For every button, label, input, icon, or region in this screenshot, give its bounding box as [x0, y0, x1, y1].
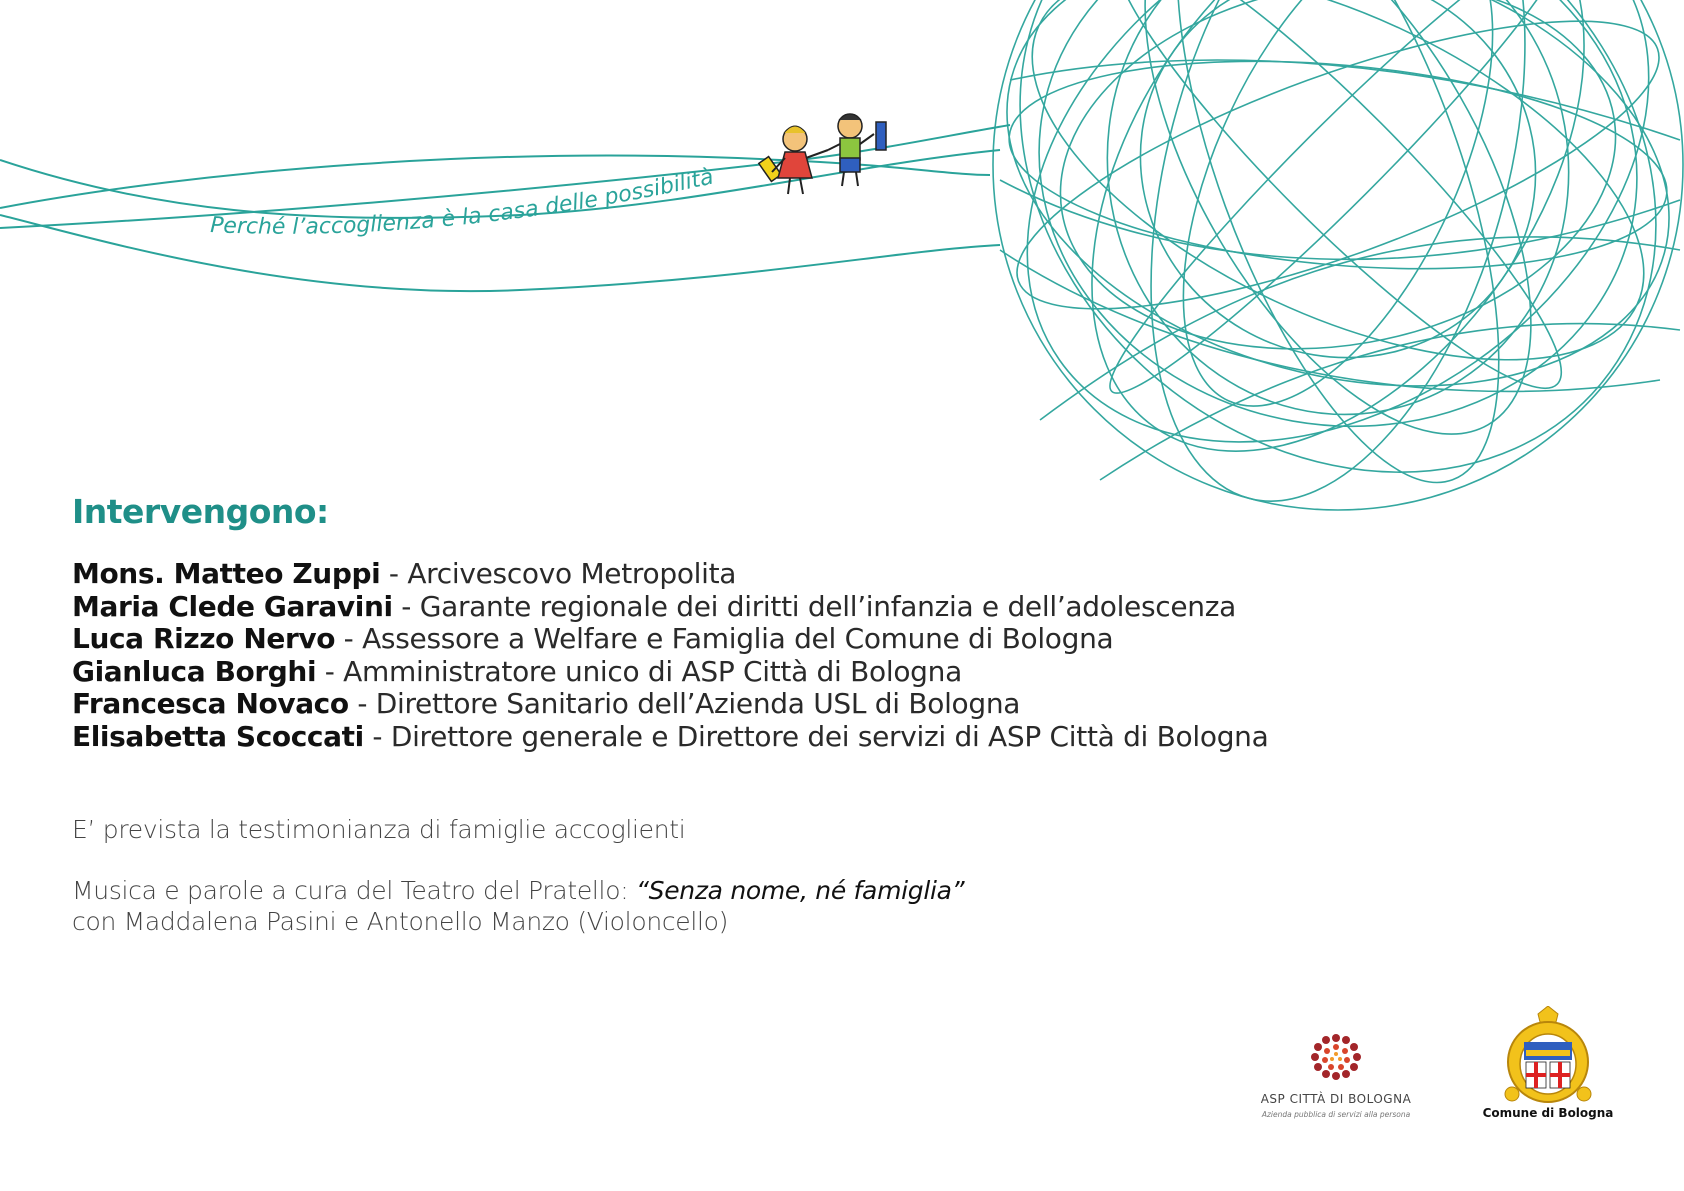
asp-logo-name: ASP CITTÀ DI BOLOGNA [1260, 1092, 1412, 1106]
speaker-role: - Garante regionale dei diritti dell’infanzia e dell’adolescenza [392, 589, 1236, 623]
speaker-role: - Direttore Sanitario dell’Azienda USL di Bologna [348, 687, 1021, 720]
children-icon [759, 114, 886, 194]
speaker-role: - Assessore a Welfare e Famiglia del Comune di Bologna [335, 622, 1114, 655]
speaker-name: Mons. Matteo Zuppi [72, 557, 381, 590]
speaker-row [72, 688, 1268, 721]
speaker-row [72, 656, 1268, 689]
speaker-row [72, 623, 1268, 656]
tagline: Perché l’accoglienza è la casa delle possibilità [209, 164, 716, 240]
music-note [72, 876, 964, 905]
comune-logo-name: Comune di Bologna [1482, 1106, 1614, 1120]
speaker-name: Francesca Novaco [72, 687, 349, 720]
speakers-list [72, 558, 1268, 753]
speaker-row [72, 558, 1268, 591]
header-illustration [0, 0, 1684, 520]
speaker-row [72, 591, 1268, 624]
yarn-ball-icon [896, 0, 1684, 520]
speaker-role: - Direttore generale e Direttore dei servizi di ASP Città di Bologna [363, 719, 1269, 753]
speaker-name: Elisabetta Scoccati [72, 719, 364, 753]
speaker-name: Luca Rizzo Nervo [72, 622, 336, 655]
music-prefix: Musica e parole a cura del Teatro del Pratello: [72, 876, 636, 905]
speaker-role: - Amministratore unico di ASP Città di Bologna [316, 654, 962, 688]
testimony-note: E’ prevista la testimonianza di famiglie accoglienti [72, 815, 686, 844]
speaker-role: - Arcivescovo Metropolita [380, 557, 737, 590]
music-cast: con Maddalena Pasini e Antonello Manzo (Violoncello) [72, 907, 729, 936]
music-title: “Senza nome, né famiglia” [635, 876, 965, 905]
wave-line-4 [0, 215, 1000, 291]
speakers-heading: Intervengono: [72, 492, 329, 531]
speaker-name: Gianluca Borghi [72, 654, 317, 688]
asp-logo-subtitle: Azienda pubblica di servizi alla persona [1261, 1110, 1411, 1119]
speaker-row [72, 721, 1268, 754]
speaker-name: Maria Clede Garavini [72, 589, 393, 623]
